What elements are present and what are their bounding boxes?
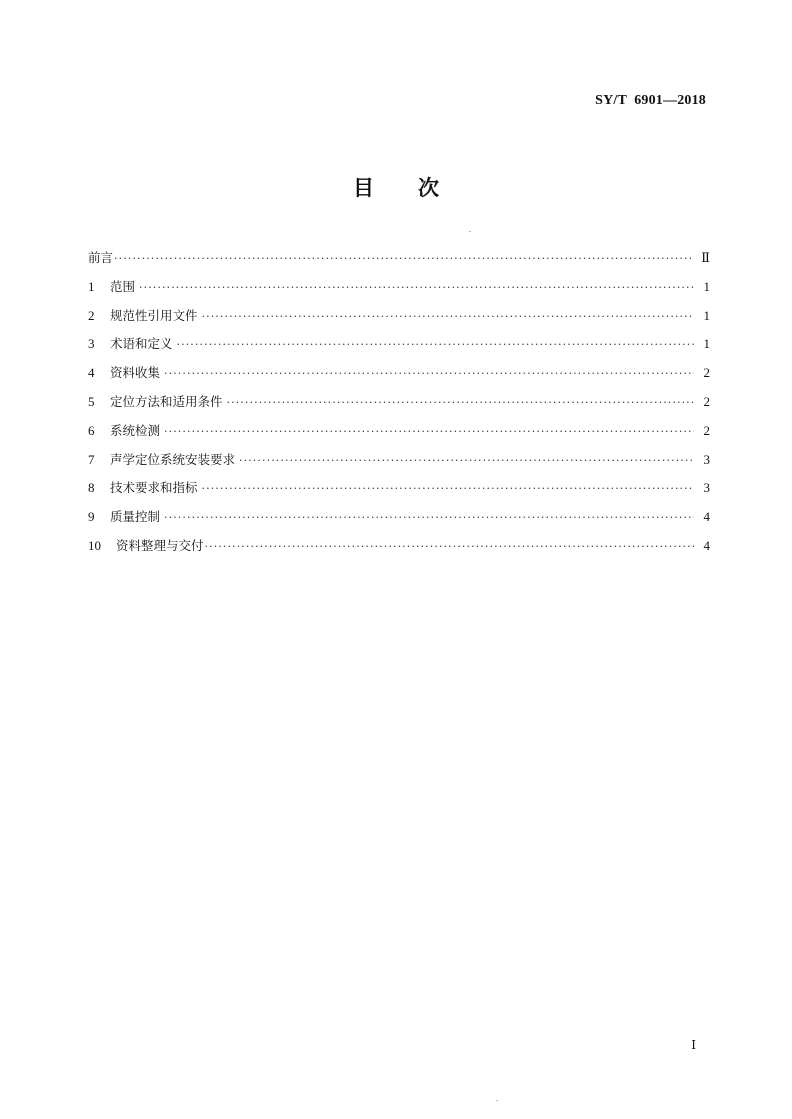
toc-entry-terms-definitions[interactable]: [88, 334, 710, 363]
page-title: 目次: [353, 176, 483, 200]
toc-entry-label: 资料整理与交付: [116, 537, 204, 553]
toc-leader-dots: [114, 249, 694, 269]
toc-entry-data-collection[interactable]: [88, 363, 710, 392]
toc-leader-dots: [202, 479, 694, 499]
page-number: Ⅰ: [691, 1038, 696, 1052]
toc-leader-dots: [139, 278, 694, 298]
toc-entry-normative-references[interactable]: [88, 306, 710, 335]
toc-entry-number: 2: [88, 307, 95, 323]
toc-entry-page: 1: [703, 278, 710, 294]
toc-entry-label: 范围: [110, 278, 136, 294]
toc-entry-label: 术语和定义: [110, 336, 173, 352]
toc-entry-page: 4: [703, 509, 710, 525]
toc-leader-dots: [164, 422, 694, 442]
toc-entry-page: 3: [703, 480, 710, 496]
toc-entry-label: 前言: [88, 250, 114, 265]
scan-speck: [496, 1100, 498, 1101]
toc-leader-dots: [239, 451, 694, 471]
toc-entry-label: 技术要求和指标: [110, 480, 198, 496]
toc-entry-page: 2: [703, 365, 710, 381]
toc-entry-number: 9: [88, 509, 95, 525]
toc-leader-dots: [202, 307, 694, 327]
toc-entry-technical-requirements[interactable]: [88, 478, 710, 507]
toc-entry-data-delivery[interactable]: [88, 536, 710, 565]
toc-entry-number: 4: [88, 365, 95, 381]
table-of-contents: [88, 248, 710, 565]
toc-entry-number: 1: [88, 278, 95, 294]
toc-entry-label: 质量控制: [110, 509, 161, 525]
toc-entry-page: 2: [703, 393, 710, 409]
toc-entry-page: Ⅱ: [701, 250, 710, 265]
toc-entry-number: 6: [88, 422, 95, 438]
toc-leader-dots: [205, 537, 694, 557]
toc-entry-page: 2: [703, 422, 710, 438]
toc-entry-number: 10: [88, 537, 101, 553]
toc-entry-page: 4: [703, 537, 710, 553]
toc-leader-dots: [164, 508, 694, 528]
toc-entry-number: 7: [88, 451, 95, 467]
toc-entry-label: 规范性引用文件: [110, 307, 198, 323]
toc-entry-label: 系统检测: [110, 422, 161, 438]
standard-code: SY/T 6901—2018: [595, 93, 706, 108]
toc-entry-quality-control[interactable]: [88, 507, 710, 536]
scan-speck: [469, 231, 471, 232]
toc-entry-label: 资料收集: [110, 365, 161, 381]
toc-entry-label: 声学定位系统安装要求: [110, 451, 236, 467]
toc-entry-label: 定位方法和适用条件: [110, 393, 223, 409]
toc-entry-scope[interactable]: [88, 277, 710, 306]
toc-entry-page: 3: [703, 451, 710, 467]
toc-entry-system-testing[interactable]: [88, 421, 710, 450]
toc-entry-foreword[interactable]: [88, 248, 710, 277]
toc-leader-dots: [227, 393, 694, 413]
toc-leader-dots: [164, 364, 694, 384]
toc-entry-page: 1: [703, 307, 710, 323]
toc-entry-installation-requirements[interactable]: [88, 450, 710, 479]
toc-leader-dots: [177, 335, 694, 355]
toc-entry-number: 5: [88, 393, 95, 409]
toc-entry-number: 8: [88, 480, 95, 496]
toc-entry-number: 3: [88, 336, 95, 352]
toc-entry-positioning-methods[interactable]: [88, 392, 710, 421]
toc-entry-page: 1: [703, 336, 710, 352]
